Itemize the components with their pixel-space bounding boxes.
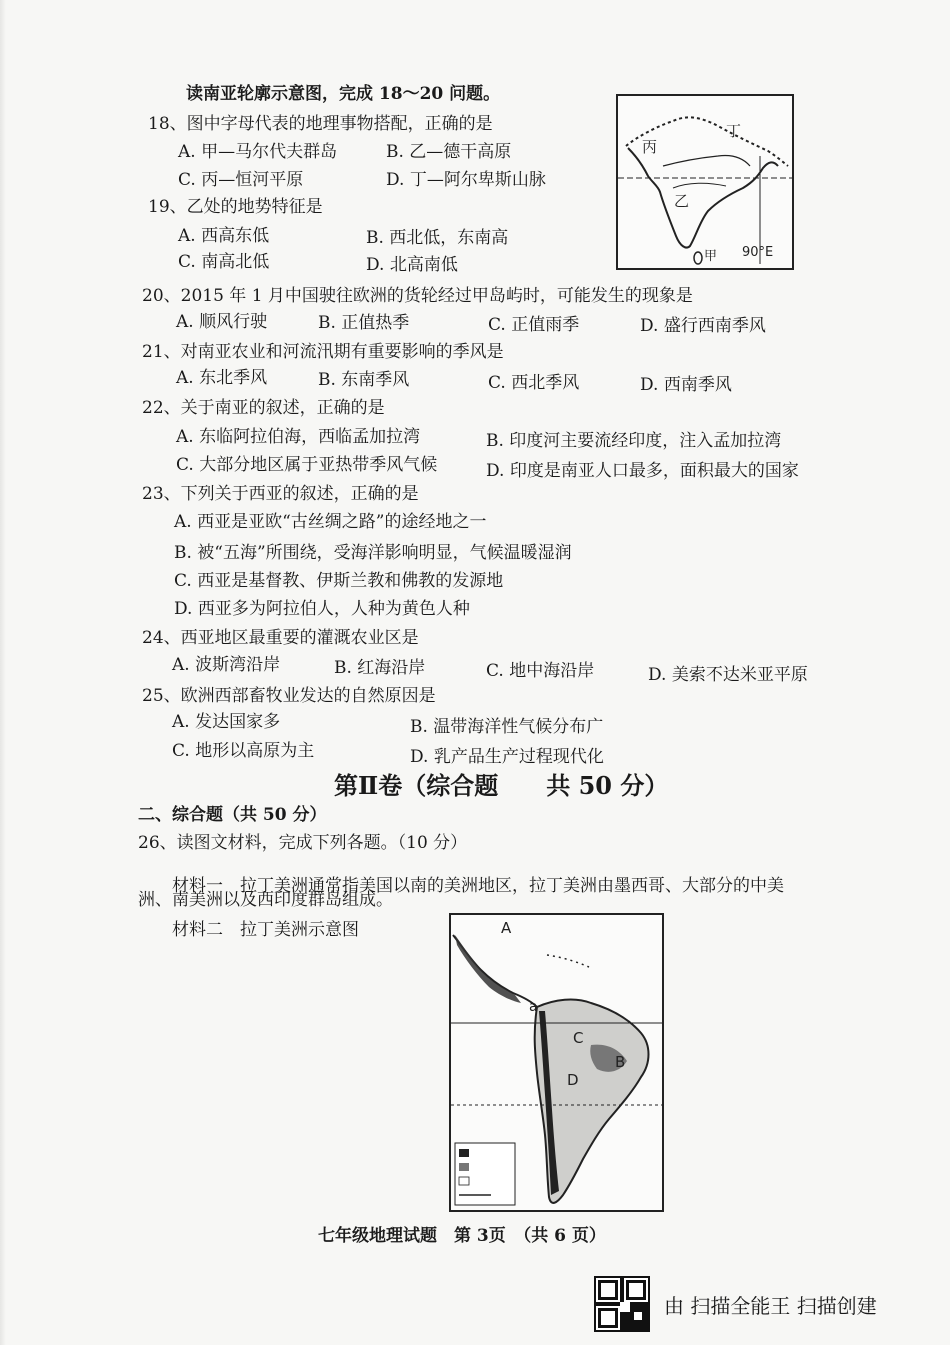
q22-option-a: A. 东临阿拉伯海，西临孟加拉湾	[176, 427, 421, 447]
material1-line2: 洲、南美洲以及西印度群岛组成。	[138, 890, 393, 910]
page-left-edge	[0, 0, 6, 1345]
south-asia-map	[616, 94, 794, 270]
material1-line1: 材料一 拉丁美洲通常指美国以南的美洲地区，拉丁美洲由墨西哥、大部分的中美	[172, 876, 784, 896]
question-20-stem: 20、2015 年 1 月中国驶往欧洲的货轮经过甲岛屿时，可能发生的现象是	[142, 286, 693, 306]
question-19-stem: 19、乙处的地势特征是	[148, 197, 323, 217]
q22-option-d: D. 印度是南亚人口最多，面积最大的国家	[486, 461, 799, 481]
q25-option-a: A. 发达国家多	[172, 712, 281, 732]
north-america-coast	[453, 935, 537, 1007]
q19-option-a: A. 西高东低	[178, 226, 270, 246]
question-25-stem: 25、欧洲西部畜牧业发达的自然原因是	[142, 686, 436, 706]
plateau-outline	[673, 183, 726, 188]
q24-option-d: D. 美索不达米亚平原	[648, 665, 808, 685]
map-label-meridian: 90°E	[742, 245, 774, 260]
part2-heading: 第Ⅱ卷（综合题 共 50 分）	[334, 771, 669, 800]
map-label-A: A	[501, 919, 512, 937]
q21-option-b: B. 东南季风	[318, 370, 410, 390]
caribbean-islands	[547, 955, 589, 967]
page-footer: 七年级地理试题 第 3页 （共 6 页）	[318, 1226, 606, 1246]
latin-america-map	[449, 913, 664, 1212]
q20-option-c: C. 正值雨季	[488, 315, 580, 335]
map-label-jia: 甲	[704, 249, 718, 264]
sri-lanka-island	[694, 252, 702, 264]
material2-caption: 材料二 拉丁美洲示意图	[172, 920, 359, 940]
scanner-watermark: 由 扫描全能王 扫描创建	[664, 1294, 877, 1318]
question-21-stem: 21、对南亚农业和河流汛期有重要影响的季风是	[142, 342, 504, 362]
q18-option-d: D. 丁—阿尔卑斯山脉	[386, 170, 546, 190]
q20-option-a: A. 顺风行驶	[176, 312, 268, 332]
q24-option-b: B. 红海沿岸	[334, 658, 426, 678]
q25-option-b: B. 温带海洋性气候分布广	[410, 717, 604, 737]
q25-option-c: C. 地形以高原为主	[172, 741, 315, 761]
map-label-a: a	[529, 999, 538, 1015]
intro-text: 读南亚轮廓示意图，完成 18～20 问题。	[186, 84, 501, 104]
q23-option-b: B. 被“五海”所围绕，受海洋影响明显，气候温暖湿润	[174, 543, 572, 563]
qr-code-icon	[594, 1276, 650, 1332]
india-outline	[628, 148, 778, 248]
q18-option-a: A. 甲—马尔代夫群岛	[178, 142, 338, 162]
question-22-stem: 22、关于南亚的叙述，正确的是	[142, 398, 385, 418]
q18-option-c: C. 丙—恒河平原	[178, 170, 304, 190]
mexico-shape	[455, 935, 521, 1003]
q25-option-d: D. 乳产品生产过程现代化	[410, 747, 604, 767]
map-label-D: D	[567, 1071, 579, 1089]
q18-option-b: B. 乙—德干高原	[386, 142, 512, 162]
section-heading: 二、综合题（共 50 分）	[138, 805, 327, 825]
question-18-stem: 18、图中字母代表的地理事物搭配，正确的是	[148, 114, 493, 134]
q21-option-d: D. 西南季风	[640, 375, 732, 395]
q23-option-a: A. 西亚是亚欧“古丝绸之路”的途经地之一	[174, 512, 487, 532]
q20-option-d: D. 盛行西南季风	[640, 316, 766, 336]
question-24-stem: 24、西亚地区最重要的灌溉农业区是	[142, 628, 419, 648]
q22-option-b: B. 印度河主要流经印度，注入孟加拉湾	[486, 431, 782, 451]
map-label-B: B	[615, 1053, 626, 1071]
q21-option-a: A. 东北季风	[176, 368, 268, 388]
map-label-C: C	[573, 1029, 584, 1047]
legend-swatch-mid	[459, 1163, 469, 1171]
river-line	[663, 155, 750, 166]
q23-option-d: D. 西亚多为阿拉伯人，人种为黄色人种	[174, 599, 470, 619]
legend-swatch-low	[459, 1177, 469, 1185]
map-label-bing: 丙	[642, 138, 658, 156]
q23-option-c: C. 西亚是基督教、伊斯兰教和佛教的发源地	[174, 571, 504, 591]
q19-option-d: D. 北高南低	[366, 255, 458, 275]
map-label-yi: 乙	[674, 192, 690, 210]
q22-option-c: C. 大部分地区属于亚热带季风气候	[176, 455, 438, 475]
legend-swatch-high	[459, 1149, 469, 1157]
q19-option-b: B. 西北低，东南高	[366, 228, 509, 248]
q24-option-a: A. 波斯湾沿岸	[172, 655, 281, 675]
q19-option-c: C. 南高北低	[178, 252, 270, 272]
map-label-ding: 丁	[726, 122, 742, 140]
q24-option-c: C. 地中海沿岸	[486, 661, 595, 681]
question-23-stem: 23、下列关于西亚的叙述，正确的是	[142, 484, 419, 504]
question-26-stem: 26、读图文材料，完成下列各题。（10 分）	[138, 833, 468, 853]
q20-option-b: B. 正值热季	[318, 313, 410, 333]
q21-option-c: C. 西北季风	[488, 373, 580, 393]
